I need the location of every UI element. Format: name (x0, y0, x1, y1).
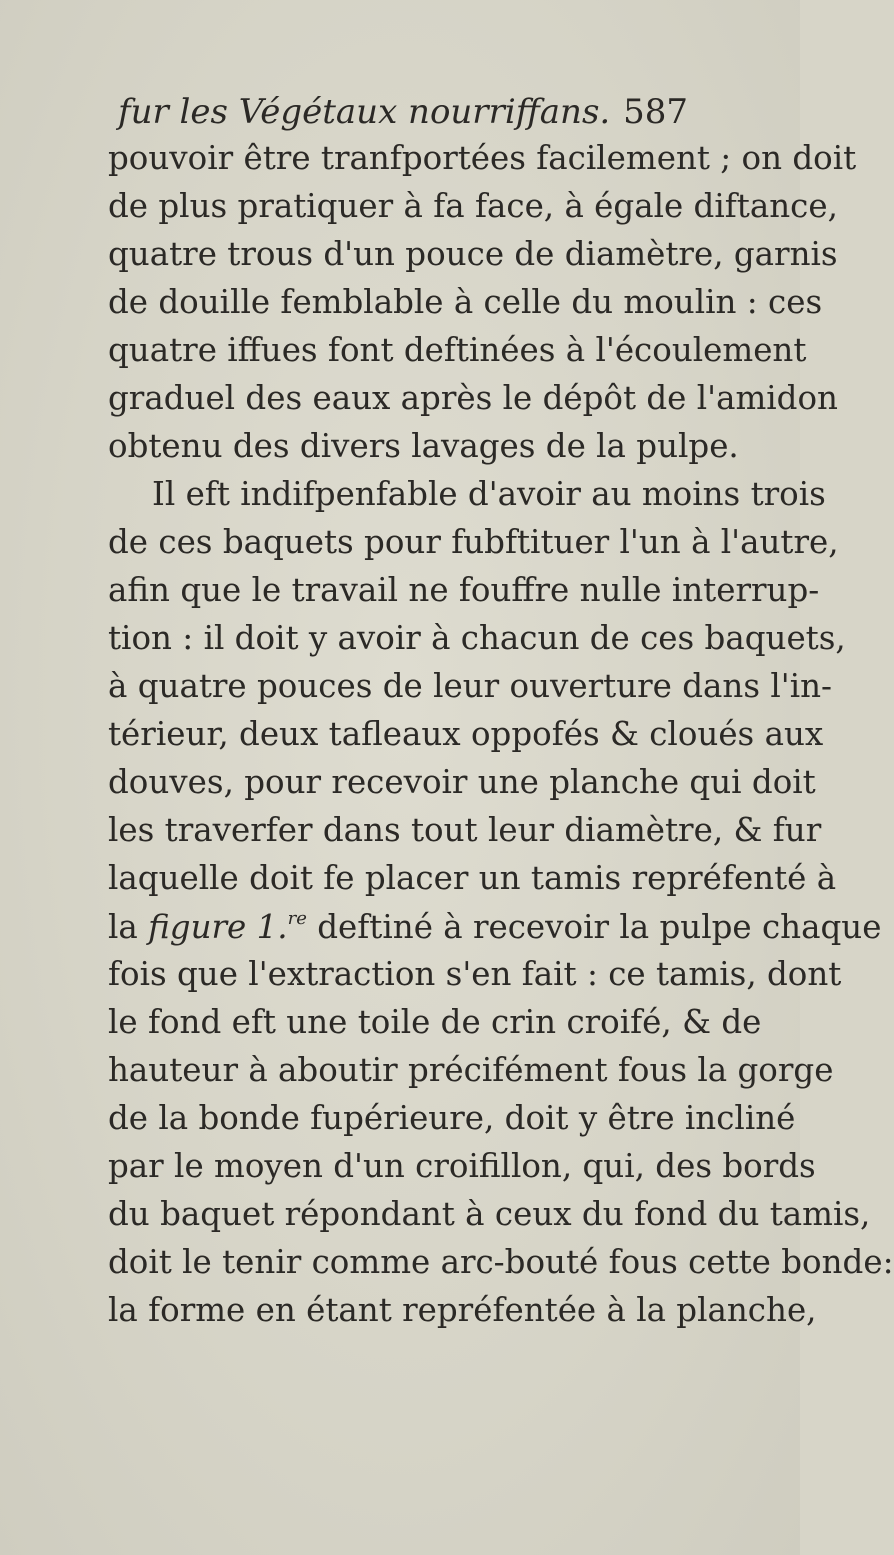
figure-line-prefix: la (108, 908, 149, 946)
text-line: à quatre pouces de leur ouverture dans l'in- (108, 667, 832, 705)
text-line: de la bonde fupérieure, doit y être incliné (108, 1099, 796, 1137)
paragraph-first-line: Il eft indifpenfable d'avoir au moins trois (152, 475, 826, 513)
text-line: la forme en étant repréfentée à la planche, (108, 1291, 817, 1329)
text-line: de plus pratiquer à fa face, à égale diftance, (108, 187, 838, 225)
text-line: laquelle doit fe placer un tamis repréfenté à (108, 859, 837, 897)
text-line: pouvoir être tranfportées facilement ; on doit (108, 139, 857, 177)
text-line: doit le tenir comme arc-bouté fous cette bonde: (108, 1243, 894, 1281)
text-line: térieur, deux tafleaux oppofés & cloués aux (108, 715, 824, 753)
text-line: de ces baquets pour fubftituer l'un à l'autre, (108, 523, 839, 561)
text-line: du baquet répondant à ceux du fond du tamis, (108, 1195, 871, 1233)
page-header (118, 92, 688, 142)
figure-line-rest: deftiné à recevoir la pulpe chaque (306, 908, 882, 946)
figure-superscript: re (287, 908, 307, 929)
figure-reference-line (108, 908, 882, 946)
text-line: fois que l'extraction s'en fait : ce tamis, dont (108, 955, 842, 993)
text-line: par le moyen d'un croifillon, qui, des bords (108, 1147, 816, 1185)
text-line: douves, pour recevoir une planche qui doit (108, 763, 816, 801)
text-line: hauteur à aboutir précifément fous la gorge (108, 1051, 834, 1089)
text-line: graduel des eaux après le dépôt de l'amidon (108, 379, 838, 417)
text-line: quatre iffues font deftinées à l'écoulement (108, 331, 807, 369)
figure-reference: figure 1. (148, 908, 288, 946)
text-line: le fond eft une toile de crin croifé, & de (108, 1003, 762, 1041)
running-title: fur les Végétaux nourriffans. (118, 92, 611, 132)
page-number: 587 (623, 92, 688, 132)
text-line: les traverfer dans tout leur diamètre, & fur (108, 811, 822, 849)
text-line: tion : il doit y avoir à chacun de ces baquets, (108, 619, 846, 657)
text-line: afin que le travail ne fouffre nulle interrup- (108, 571, 820, 609)
text-line: quatre trous d'un pouce de diamètre, garnis (108, 235, 838, 273)
text-line: obtenu des divers lavages de la pulpe. (108, 427, 739, 465)
text-line: de douille femblable à celle du moulin : ces (108, 283, 823, 321)
